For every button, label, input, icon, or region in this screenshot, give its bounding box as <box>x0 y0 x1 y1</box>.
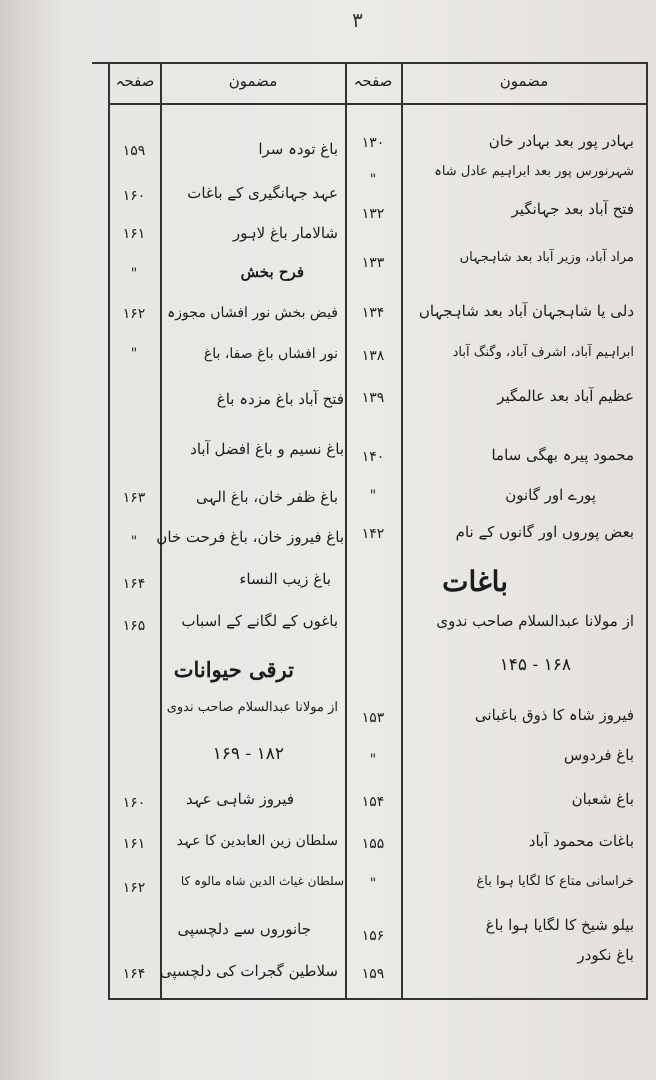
toc-entry-page: ۱۳۲ <box>361 206 385 222</box>
toc-entry-title: باغ تودہ سرا <box>258 140 338 158</box>
toc-entry-title: سلطان زین العابدین کا عہد <box>176 833 338 849</box>
section-heading: ترقی حیوانات <box>173 657 294 682</box>
toc-entry-title: جانوروں سے دلچسپی <box>177 920 311 938</box>
toc-entry-title: باغ نسیم و باغ افضل آباد <box>190 440 344 458</box>
column-divider <box>401 62 403 1000</box>
toc-entry-title: سلطان غیاث الدین شاہ مالوہ کا <box>180 874 344 888</box>
toc-entry-page: ۱۳۴ <box>361 305 385 321</box>
toc-entry-title: عظیم آباد بعد عالمگیر <box>497 387 634 405</box>
toc-entry-title: محمود پیرہ بھگی ساما <box>491 446 634 464</box>
toc-entry-title: فیض بخش نور افشاں مجوزہ <box>167 305 338 321</box>
toc-entry-title: شہرنورس پور بعد ابراہیم عادل شاہ <box>434 164 634 179</box>
toc-entry-title: باغ شعبان <box>571 790 634 808</box>
section-page-range: ۱۶۹ - ۱۸۲ <box>212 744 284 764</box>
toc-entry-title: باغوں کے لگانے کے اسباب <box>181 612 338 630</box>
toc-entry-page: ۱۵۳ <box>361 710 385 726</box>
toc-entry-title: سلاطین گجرات کی دلچسپی <box>159 962 338 980</box>
section-page-range: ۱۴۵ - ۱۶۸ <box>499 655 571 675</box>
toc-entry-page: " <box>369 172 377 188</box>
toc-entry-page: ۱۳۰ <box>361 135 385 151</box>
toc-entry-title: باغ ظفر خان، باغ الہی <box>196 488 338 506</box>
toc-entry-title: فیروز شاہی عہد <box>185 790 294 808</box>
toc-entry-page: " <box>369 752 377 768</box>
toc-entry-page: ۱۵۶ <box>361 928 385 944</box>
toc-entry-page: " <box>369 876 377 892</box>
toc-entry-title: خراسانی متاع کا لگایا ہوا باغ <box>476 874 634 889</box>
toc-entry-title: عہد جہانگیری کے باغات <box>187 184 338 202</box>
right-page-header: صفحہ <box>353 72 393 90</box>
toc-entry-page: ۱۴۲ <box>361 526 385 542</box>
toc-entry-page: ۱۶۵ <box>122 618 146 634</box>
toc-entry-title: فتح آباد باغ مزدہ باغ <box>216 390 344 408</box>
left-title-header: مضمون <box>228 72 278 90</box>
section-heading: باغات <box>442 565 508 598</box>
toc-entry-title: باغ نکودر <box>577 946 634 964</box>
toc-entry-title: دلی یا شاہجہان آباد بعد شاہجہاں <box>418 302 634 320</box>
toc-entry-title: ابراہیم آباد، اشرف آباد، وگنگ آباد <box>452 345 634 360</box>
toc-entry-title: مراد آباد، وزیر آباد بعد شاہجہاں <box>459 250 634 265</box>
toc-entry-page: ۱۳۳ <box>361 255 385 271</box>
toc-entry-page: " <box>369 488 377 504</box>
toc-entry-page: ۱۶۴ <box>122 576 146 592</box>
toc-entry-title: باغات محمود آباد <box>528 832 634 850</box>
toc-entry-page: ۱۵۹ <box>122 143 146 159</box>
toc-entry-page: ۱۳۸ <box>361 348 385 364</box>
toc-entry-page: ۱۶۰ <box>122 795 146 811</box>
toc-entry-title: فیروز شاہ کا ذوق باغبانی <box>474 706 634 724</box>
toc-entry-page: " <box>130 266 138 282</box>
toc-entry-title: نور افشاں باغ صفا، باغ <box>203 346 338 362</box>
toc-entry-title: فتح آباد بعد جہانگیر <box>511 200 634 218</box>
toc-entry-title: باغ زیب النساء <box>239 570 331 588</box>
toc-entry-page: ۱۶۳ <box>122 490 146 506</box>
section-author: از مولانا عبدالسلام صاحب ندوی <box>166 700 338 715</box>
toc-entry-title: باغ فردوس <box>563 746 634 764</box>
toc-entry-page: ۱۶۲ <box>122 880 146 896</box>
toc-entry-title: بیلو شیخ کا لگایا ہوا باغ <box>485 916 634 934</box>
toc-entry-title: پورے اور گانون <box>505 486 596 504</box>
toc-entry-page: " <box>130 346 138 362</box>
toc-entry-page: ۱۵۹ <box>361 966 385 982</box>
toc-entry-page: ۱۳۹ <box>361 390 385 406</box>
toc-entry-page: ۱۶۰ <box>122 188 146 204</box>
toc-entry-page: ۱۶۱ <box>122 226 146 242</box>
toc-entry-page: ۱۴۰ <box>361 449 385 465</box>
column-divider <box>646 62 648 1000</box>
toc-entry-title: بعض پوروں اور گانوں کے نام <box>455 523 634 541</box>
toc-entry-page: ۱۶۱ <box>122 836 146 852</box>
toc-entry-title: بہادر پور بعد بہادر خان <box>488 132 634 150</box>
left-page-header: صفحہ <box>115 72 155 90</box>
toc-entry-title: شالامار باغ لاہور <box>232 224 338 242</box>
right-title-header: مضمون <box>499 72 549 90</box>
toc-entry-page: ۱۵۵ <box>361 836 385 852</box>
section-author: از مولانا عبدالسلام صاحب ندوی <box>436 612 634 630</box>
toc-entry-title: فرح بخش <box>240 263 304 281</box>
toc-entry-title: باغ فیروز خان، باغ فرحت خاں <box>156 528 344 546</box>
toc-entry-page: ۱۵۴ <box>361 794 385 810</box>
toc-entry-page: ۱۶۲ <box>122 306 146 322</box>
toc-entry-page: ۱۶۴ <box>122 966 146 982</box>
toc-entry-page: " <box>130 534 138 550</box>
page-number: ۳ <box>352 8 363 32</box>
